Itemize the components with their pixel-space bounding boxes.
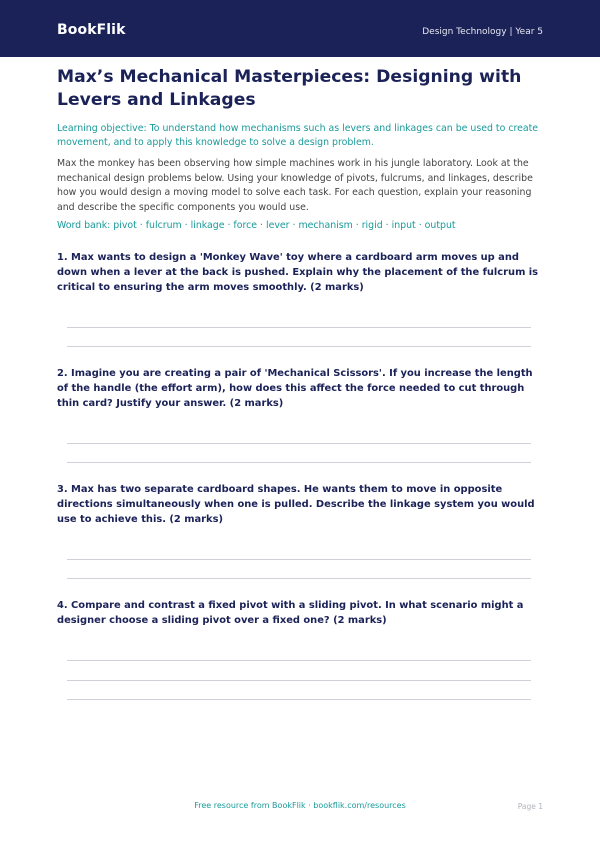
question-2	[57, 366, 547, 411]
answer-line[interactable]	[67, 680, 531, 681]
answer-line[interactable]	[67, 462, 531, 463]
page-number: Page 1	[517, 802, 543, 811]
question-4	[57, 598, 547, 628]
question-3	[57, 482, 547, 527]
page-title: Max’s Mechanical Masterpieces: Designing with Levers and Linkages	[57, 67, 522, 110]
learning-objective: Learning objective: To understand how mechanisms such as levers and linkages can be used to create movement, and to apply this knowledge to solve a design problem.	[57, 123, 539, 148]
question-text: 3. Max has two separate cardboard shapes. He wants them to move in opposite directions simultaneously when one is pulled. Describe the linkage system you would use to achieve this. (2 marks)	[57, 484, 535, 525]
answer-line[interactable]	[67, 559, 531, 560]
question-text: 1. Max wants to design a 'Monkey Wave' toy where a cardboard arm moves up and down when a lever at the back is pushed. Explain why the placement of the fulcrum is critical to ensuring the arm moves smoothly. (2 marks)	[57, 252, 539, 293]
answer-line[interactable]	[67, 578, 531, 579]
answer-line[interactable]	[67, 660, 531, 661]
word-bank: Word bank: pivot · fulcrum · linkage · force · lever · mechanism · rigid · input · output	[57, 220, 456, 231]
answer-line[interactable]	[67, 699, 531, 700]
subject-label: Design Technology | Year 5	[422, 27, 543, 37]
answer-line[interactable]	[67, 327, 531, 328]
intro-paragraph: Max the monkey has been observing how simple machines work in his jungle laboratory. Look at the mechanical design problems below. Using your knowledge of pivots, fulcrums, and linkages, describe how you would design a moving model to solve each task. For each question, explain your reasoning and describe the specific components you would use.	[57, 158, 533, 214]
footer-link[interactable]: Free resource from BookFlik · bookflik.com/resources	[194, 801, 406, 810]
answer-line[interactable]	[67, 443, 531, 444]
question-text: 2. Imagine you are creating a pair of 'Mechanical Scissors'. If you increase the length of the handle (the effort arm), how does this affect the force needed to cut through thin card? Justify your answer. (2 marks)	[57, 368, 533, 409]
brand-logo: BookFlik	[57, 22, 126, 38]
page-header	[0, 0, 600, 57]
question-1	[57, 250, 547, 295]
question-text: 4. Compare and contrast a fixed pivot with a sliding pivot. In what scenario might a designer choose a sliding pivot over a fixed one? (2 marks)	[57, 600, 524, 626]
answer-line[interactable]	[67, 346, 531, 347]
